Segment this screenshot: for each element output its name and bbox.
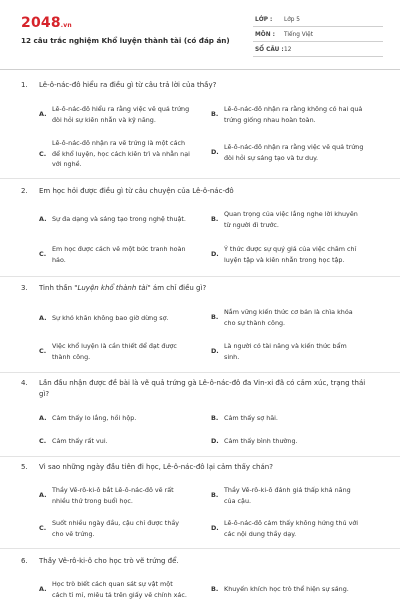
option-letter: B. [211,491,219,499]
option-text-line: sinh. [224,352,240,361]
option-letter: C. [39,437,47,445]
option-text-line: Cảm thấy sợ hãi. [224,414,278,422]
option-text-line: Lê-ô-nác-đô nhận ra rằng việc vẽ quả trứng [224,143,364,151]
logo-tld: .vn [60,22,72,29]
question-text-line: Lần đầu nhận được đề bài là vẽ quả trứng gà Lê-ô-nác-đô đa Vin-xi đã có cảm xúc, trạng thái [39,379,366,387]
option-text-line: Học trò biết cách quan sát sự vật một [52,580,173,588]
question-text-suffix: ám chỉ điều gì? [150,284,207,292]
option-letter: A. [39,585,47,593]
question-number: 4. [21,379,28,387]
option-text-line: Cảm thấy lo lắng, hồi hộp. [52,414,137,422]
option-letter: D. [211,524,219,532]
option-text-line: đòi hỏi sự sáng tạo và tư duy. [224,153,319,162]
option-letter: B. [211,215,219,223]
option-text-line: nhiều thứ trong buổi học. [52,496,133,505]
option-text-line: Lê-ô-nác-đô hiểu ra rằng việc vẽ quả trứng [52,105,190,113]
option-letter: B. [211,313,219,321]
option-text-line: Việc khổ luyện là cần thiết để đạt được [52,342,177,350]
option-text-line: Quan trọng của việc lắng nghe lời khuyên [224,210,358,218]
question-text [39,378,381,399]
question-divider [0,276,400,277]
meta-label: LỚP : [255,17,273,23]
option-text-line: Là người có tài năng và kiến thức bẩm [224,342,347,350]
document-title: 12 câu trắc nghiệm Khổ luyện thành tài (có đáp án) [21,36,230,45]
meta-value: Lớp 5 [284,17,300,23]
question-text: Thầy Vê-rô-ki-ô cho học trò vẽ trứng để. [39,557,179,565]
option-text-line: Khuyến khích học trò thể hiện sự sáng. [224,585,349,593]
option-text-line: luyện tập và kiên nhẫn trong học tập. [224,255,345,264]
option-letter: A. [39,110,47,118]
question-text-prefix: Tinh thần [39,284,75,292]
meta-value: Tiếng Việt [284,32,314,38]
option-text-line: trứng giống nhau hoàn toàn. [224,115,316,124]
question-text-line: gì? [39,389,50,398]
option-letter: A. [39,414,47,422]
option-text-line: từ người đi trước. [224,220,279,229]
option-text-line: hảo. [52,255,66,264]
question-text: Em học hỏi được điều gì từ câu chuyện của Lê-ô-nác-đô [39,187,234,195]
meta-label: SỐ CÂU : [255,47,284,53]
option-text-line: Suốt nhiều ngày đầu, cậu chỉ được thầy [52,519,180,527]
option-text-line: Sự đa dạng và sáng tạo trong nghệ thuật. [52,215,186,223]
option-letter: C. [39,150,47,158]
option-text-line: cho vẽ trứng. [52,529,95,538]
option-text-line: Lê-ô-nác-đô nhận ra vẽ trứng là một cách [52,139,186,147]
meta-label: MÔN : [255,32,275,38]
meta-row-subject [253,29,383,42]
option-letter: D. [211,437,219,445]
question-text-emphasis: "Luyện khổ thành tài" [74,284,151,292]
question-divider [0,456,400,457]
option-text-line: với nghề. [52,160,82,168]
option-letter: D. [211,347,219,355]
question-text: Vì sao những ngày đầu tiên đi học, Lê-ô-nác-đô lại cảm thấy chán? [39,463,273,471]
option-text-line: Ý thức được sự quý giá của việc chăm chỉ [224,245,357,253]
page-header [0,0,400,70]
option-letter: A. [39,314,47,322]
question-number: 1. [21,81,28,89]
question-divider [0,372,400,373]
meta-row-class [253,14,383,27]
option-letter: A. [39,215,47,223]
question-text [39,283,381,294]
option-text-line: Nắm vững kiến thức cơ bản là chìa khóa [224,308,353,316]
option-text-line: cho sự thành công. [224,318,286,327]
option-letter: B. [211,110,219,118]
option-letter: B. [211,414,219,422]
option-text-line: các nội dung thầy dạy. [224,529,297,538]
option-text-line: Em học được cách vẽ một bức tranh hoàn [52,245,186,253]
question-divider [0,548,400,549]
logo-main: 2048 [21,15,61,31]
site-logo[interactable] [21,15,72,31]
option-text-line: Thầy Vê-rô-ki-ô đánh giá thấp khả năng [224,486,351,494]
option-letter: C. [39,250,47,258]
question-number: 5. [21,463,28,471]
meta-row-count [253,44,383,57]
option-text-line: Cảm thấy rất vui. [52,437,108,445]
question-number: 3. [21,284,28,292]
option-letter: C. [39,524,47,532]
question-number: 6. [21,557,28,565]
option-letter: D. [211,148,219,156]
question-text: Lê-ô-nác-đô hiểu ra điều gì từ câu trả lời của thầy? [39,81,217,89]
option-text-line: cách tỉ mỉ, miêu tả trên giấy vẽ chính xác. [52,590,187,599]
option-text-line: Lê-ô-nác-đô nhận ra rằng không có hai quả [224,105,363,113]
option-text-line: Sự khó khăn không bao giờ dừng sợ. [52,314,169,322]
option-text-line: Thầy Vê-rô-ki-ô bắt Lê-ô-nác-đô vẽ rất [52,486,174,494]
option-text-line: đòi hỏi sự kiên nhẫn và kỹ năng. [52,115,156,124]
meta-value: 12 [284,47,292,53]
option-letter: B. [211,585,219,593]
option-text-line: của cậu. [224,496,252,505]
option-text-line: Cảm thấy bình thường. [224,437,298,445]
option-letter: D. [211,250,219,258]
option-letter: A. [39,491,47,499]
option-text-line: để khổ luyện, học cách kiên trì và nhẫn nại [52,149,190,158]
question-divider [0,178,400,179]
option-text-line: thành công. [52,352,91,361]
option-text-line: Lê-ô-nác-đô cảm thấy không hứng thú với [224,519,359,527]
question-number: 2. [21,187,28,195]
option-letter: C. [39,347,47,355]
